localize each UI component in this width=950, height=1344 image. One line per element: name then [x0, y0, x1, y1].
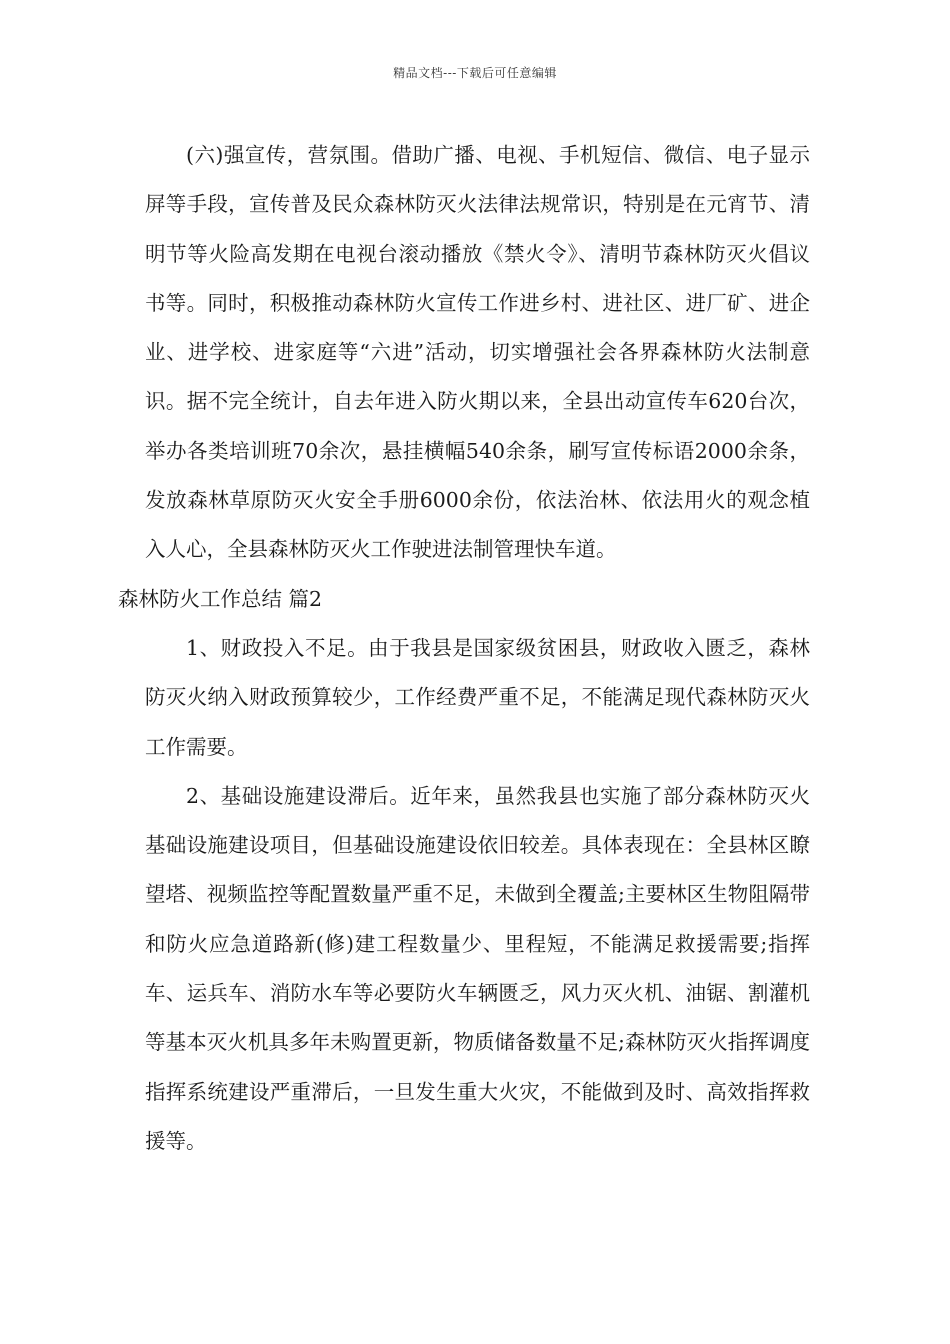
paragraph-infrastructure: 2、基础设施建设滞后。近年来，虽然我县也实施了部分森林防灭火基础设施建设项目，但基础设施建设依旧较差。具体表现在：全县林区瞭望塔、视频监控等配置数量严重不足，未做到全覆盖;主要林区生物阻隔带和防火应急道路新(修)建工程数量少、里程短，不能满足救援需要;指挥车、运兵车、消防水车等必要防火车辆匮乏，风力灭火机、油锯、割灌机等基本灭火机具多年未购置更新，物质储备数量不足;森林防灭火指挥调度指挥系统建设严重滞后，一旦发生重大火灾，不能做到及时、高效指挥救援等。	[145, 783, 810, 1153]
paragraph-funding: 1、财政投入不足。由于我县是国家级贫困县，财政收入匮乏，森林防灭火纳入财政预算较少，工作经费严重不足，不能满足现代森林防灭火工作需要。	[145, 635, 810, 759]
section-heading: 森林防火工作总结 篇2	[118, 586, 323, 611]
page-header: 精品文档---下载后可任意编辑	[393, 66, 557, 80]
paragraph-publicity: (六)强宣传，营氛围。借助广播、电视、手机短信、微信、电子显示屏等手段，宣传普及民众森林防灭火法律法规常识，特别是在元宵节、清明节等火险高发期在电视台滚动播放《禁火令》、清明节森林防灭火倡议书等。同时，积极推动森林防火宣传工作进乡村、进社区、进厂矿、进企业、进学校、进家庭等“六进”活动，切实增强社会各界森林防火法制意识。据不完全统计，自去年进入防火期以来，全县出动宣传车620台次，举办各类培训班70余次，悬挂横幅540余条，刷写宣传标语2000余条，发放森林草原防灭火安全手册6000余份，依法治林、依法用火的观念植入人心，全县森林防灭火工作驶进法制管理快车道。	[145, 143, 810, 562]
document-body	[118, 131, 810, 1166]
